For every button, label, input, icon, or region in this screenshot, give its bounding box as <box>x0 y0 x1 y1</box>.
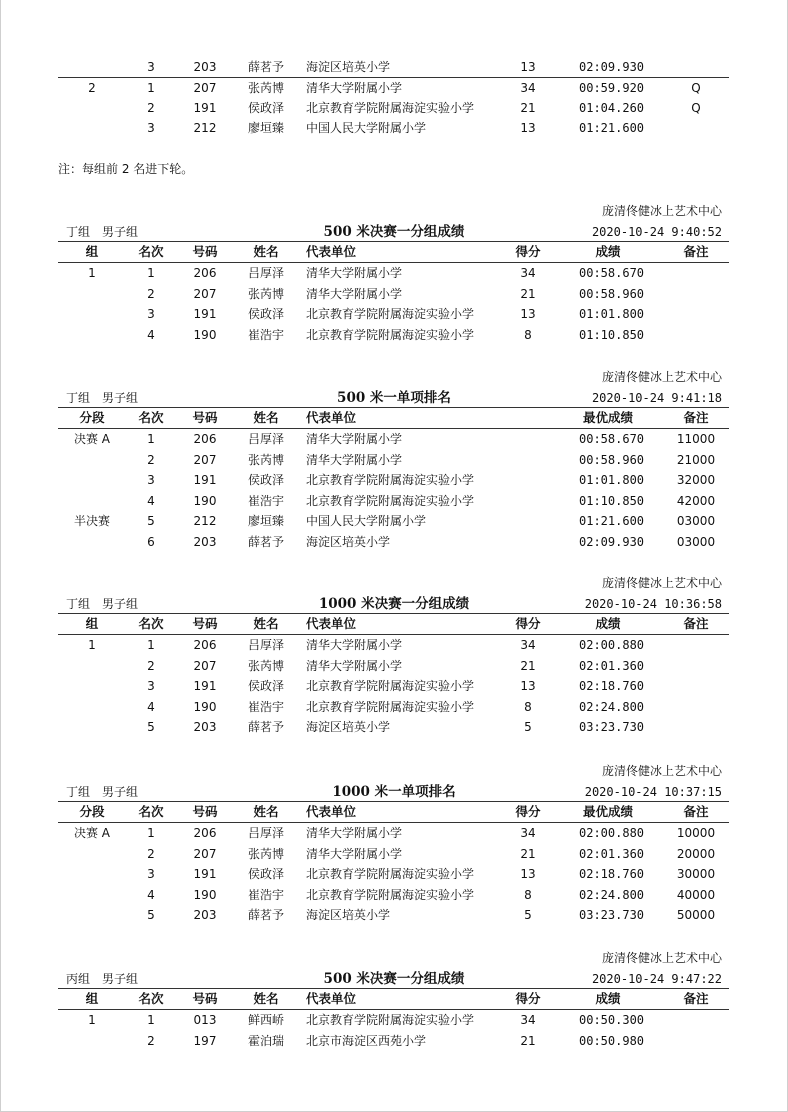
section-title: 500 米决赛一分组成绩 <box>323 224 465 240</box>
cell-score: 21 <box>520 101 536 115</box>
column-header: 得分 <box>515 244 541 259</box>
table-row <box>0 263 788 283</box>
timestamp: 2020-10-24 10:37:15 <box>584 785 722 799</box>
cell-unit: 清华大学附属小学 <box>306 432 403 446</box>
cell-score: 34 <box>520 638 536 652</box>
column-header: 姓名 <box>253 804 279 819</box>
table-row <box>0 304 788 324</box>
cell-score: 34 <box>520 81 536 95</box>
cell-rank: 3 <box>147 679 155 694</box>
cell-score: 34 <box>520 826 536 840</box>
cell-c0: 半决赛 <box>73 514 111 529</box>
cell-score: 21 <box>520 1033 536 1048</box>
cell-name: 张芮博 <box>247 81 285 95</box>
section-title: 500 米一单项排名 <box>337 390 451 406</box>
cell-name: 吕厚泽 <box>247 638 285 652</box>
organizer-name: 庞清佟健冰上艺术中心 <box>601 576 722 590</box>
cell-rank: 5 <box>147 514 155 529</box>
cell-name: 薛茗予 <box>247 720 285 735</box>
cell-number: 190 <box>193 493 217 508</box>
cell-rank: 1 <box>147 432 155 446</box>
column-header: 成绩 <box>595 616 621 631</box>
column-header: 备注 <box>683 991 709 1006</box>
group-label: 丁组 男子组 <box>66 785 139 799</box>
cell-unit: 海淀区培英小学 <box>306 60 391 74</box>
cell-remark: Q <box>691 81 701 95</box>
timestamp: 2020-10-24 10:36:58 <box>584 597 722 611</box>
cell-remark: 30000 <box>676 867 716 882</box>
cell-number: 203 <box>193 535 217 549</box>
cell-number: 207 <box>193 658 217 673</box>
column-header: 名次 <box>138 616 164 631</box>
cell-time: 02:18.760 <box>579 679 645 694</box>
cell-number: 013 <box>193 1013 217 1027</box>
table-row <box>0 844 788 864</box>
cell-unit: 北京教育学院附属海淀实验小学 <box>306 327 475 342</box>
cell-time: 02:18.760 <box>579 867 645 882</box>
cell-number: 191 <box>193 101 217 115</box>
cell-name: 吕厚泽 <box>247 266 285 280</box>
cell-score: 5 <box>524 720 532 735</box>
cell-time: 02:24.800 <box>579 887 645 902</box>
cell-remark: Q <box>691 101 701 115</box>
cell-time: 01:10.850 <box>579 327 645 342</box>
column-header: 代表单位 <box>306 244 357 259</box>
table-row <box>0 864 788 884</box>
cell-unit: 清华大学附属小学 <box>306 638 403 652</box>
cell-time: 02:01.360 <box>579 658 645 673</box>
cell-score: 8 <box>524 887 532 902</box>
cell-name: 薛茗予 <box>247 535 285 549</box>
cell-name: 崔浩宇 <box>247 493 285 508</box>
cell-number: 206 <box>193 638 217 652</box>
organizer-name: 庞清佟健冰上艺术中心 <box>601 951 722 965</box>
cell-number: 191 <box>193 473 217 488</box>
cell-time: 00:50.980 <box>579 1033 645 1048</box>
table-header-row <box>0 802 788 822</box>
table-row <box>0 284 788 304</box>
table-row <box>0 511 788 531</box>
column-header: 分段 <box>79 804 105 819</box>
cell-rank: 1 <box>147 81 155 95</box>
cell-rank: 3 <box>147 121 155 135</box>
cell-time: 01:21.600 <box>579 121 645 135</box>
column-header: 号码 <box>192 991 218 1006</box>
cell-score: 8 <box>524 327 532 342</box>
table-row <box>0 532 788 552</box>
table-row <box>0 635 788 655</box>
cell-number: 190 <box>193 699 217 714</box>
column-header: 名次 <box>138 244 164 259</box>
cell-unit: 北京教育学院附属海淀实验小学 <box>306 473 475 488</box>
column-header: 最优成绩 <box>582 804 634 819</box>
cell-name: 鲜西峤 <box>247 1013 285 1027</box>
cell-name: 侯政泽 <box>247 307 285 322</box>
cell-score: 21 <box>520 658 536 673</box>
cell-name: 吕厚泽 <box>247 432 285 446</box>
group-label: 丙组 男子组 <box>66 972 139 986</box>
cell-remark: 03000 <box>676 514 716 529</box>
cell-name: 张芮博 <box>247 286 285 301</box>
column-header: 号码 <box>192 804 218 819</box>
cell-unit: 北京教育学院附属海淀实验小学 <box>306 493 475 508</box>
cell-c0: 1 <box>88 638 96 652</box>
cell-c0: 决赛 A <box>73 826 111 840</box>
cell-rank: 4 <box>147 887 155 902</box>
cell-rank: 1 <box>147 638 155 652</box>
cell-remark: 20000 <box>676 846 716 861</box>
cell-number: 212 <box>193 514 217 529</box>
cell-rank: 2 <box>147 1033 155 1048</box>
table-row <box>0 676 788 696</box>
table-row <box>0 78 788 98</box>
cell-number: 206 <box>193 432 217 446</box>
cell-unit: 海淀区培英小学 <box>306 720 391 735</box>
cell-name: 霍泊瑞 <box>247 1033 285 1048</box>
organizer-name: 庞清佟健冰上艺术中心 <box>601 764 722 778</box>
cell-score: 13 <box>520 307 536 322</box>
cell-number: 191 <box>193 679 217 694</box>
cell-time: 01:21.600 <box>579 514 645 529</box>
cell-score: 13 <box>520 60 536 74</box>
cell-remark: 21000 <box>676 452 716 467</box>
cell-score: 21 <box>520 286 536 301</box>
cell-rank: 2 <box>147 101 155 115</box>
cell-rank: 4 <box>147 699 155 714</box>
cell-rank: 5 <box>147 720 155 735</box>
cell-name: 侯政泽 <box>247 867 285 882</box>
cell-group: 2 <box>88 81 96 95</box>
cell-rank: 2 <box>147 286 155 301</box>
cell-rank: 2 <box>147 658 155 673</box>
cell-number: 203 <box>193 720 217 735</box>
column-header: 号码 <box>192 244 218 259</box>
cell-name: 薛茗予 <box>247 60 285 74</box>
table-row <box>0 1031 788 1051</box>
cell-unit: 中国人民大学附属小学 <box>306 514 427 529</box>
cell-name: 张芮博 <box>247 452 285 467</box>
cell-name: 崔浩宇 <box>247 327 285 342</box>
cell-number: 212 <box>193 121 217 135</box>
cell-name: 薛茗予 <box>247 908 285 923</box>
table-row <box>0 697 788 717</box>
cell-name: 廖垣臻 <box>247 514 285 529</box>
cell-unit: 中国人民大学附属小学 <box>306 121 427 135</box>
table-row <box>0 118 788 138</box>
table-row <box>0 98 788 118</box>
cell-number: 191 <box>193 867 217 882</box>
column-header: 最优成绩 <box>582 410 634 425</box>
cell-score: 13 <box>520 679 536 694</box>
cell-unit: 清华大学附属小学 <box>306 846 403 861</box>
column-header: 代表单位 <box>306 991 357 1006</box>
cell-time: 00:58.960 <box>579 286 645 301</box>
timestamp: 2020-10-24 9:40:52 <box>591 225 722 239</box>
cell-number: 197 <box>193 1033 217 1048</box>
column-header: 备注 <box>683 616 709 631</box>
cell-remark: 11000 <box>676 432 716 446</box>
column-header: 代表单位 <box>306 804 357 819</box>
group-label: 丁组 男子组 <box>66 225 139 239</box>
cell-rank: 3 <box>147 867 155 882</box>
table-row <box>0 823 788 843</box>
cell-score: 13 <box>520 867 536 882</box>
cell-rank: 3 <box>147 60 155 74</box>
table-row <box>0 656 788 676</box>
advancement-note: 注：每组前 2 名进下轮。 <box>58 162 194 176</box>
cell-time: 02:00.880 <box>579 826 645 840</box>
column-header: 得分 <box>515 804 541 819</box>
cell-time: 00:58.960 <box>579 452 645 467</box>
column-header: 备注 <box>683 410 709 425</box>
cell-number: 206 <box>193 826 217 840</box>
column-header: 得分 <box>515 616 541 631</box>
column-header: 姓名 <box>253 616 279 631</box>
cell-time: 01:01.800 <box>579 307 645 322</box>
table-row <box>0 429 788 449</box>
cell-time: 03:23.730 <box>579 908 645 923</box>
cell-unit: 北京教育学院附属海淀实验小学 <box>306 1013 475 1027</box>
cell-name: 侯政泽 <box>247 679 285 694</box>
organizer-name: 庞清佟健冰上艺术中心 <box>601 370 722 384</box>
cell-time: 02:24.800 <box>579 699 645 714</box>
cell-remark: 50000 <box>676 908 716 923</box>
cell-number: 191 <box>193 307 217 322</box>
cell-number: 207 <box>193 286 217 301</box>
cell-rank: 4 <box>147 493 155 508</box>
cell-unit: 北京教育学院附属海淀实验小学 <box>306 867 475 882</box>
column-header: 号码 <box>192 410 218 425</box>
cell-score: 34 <box>520 266 536 280</box>
table-row <box>0 491 788 511</box>
cell-unit: 北京教育学院附属海淀实验小学 <box>306 101 475 115</box>
cell-c0: 决赛 A <box>73 432 111 446</box>
cell-unit: 北京教育学院附属海淀实验小学 <box>306 699 475 714</box>
table-row <box>0 905 788 925</box>
cell-c0: 1 <box>88 1013 96 1027</box>
column-header: 成绩 <box>595 991 621 1006</box>
cell-c0: 1 <box>88 266 96 280</box>
table-row <box>0 450 788 470</box>
cell-number: 207 <box>193 81 217 95</box>
column-header: 姓名 <box>253 410 279 425</box>
table-header-row <box>0 408 788 428</box>
cell-unit: 清华大学附属小学 <box>306 452 403 467</box>
cell-time: 02:01.360 <box>579 846 645 861</box>
cell-remark: 03000 <box>676 535 716 549</box>
column-header: 备注 <box>683 804 709 819</box>
cell-name: 张芮博 <box>247 658 285 673</box>
cell-unit: 清华大学附属小学 <box>306 658 403 673</box>
table-header-row <box>0 614 788 634</box>
table-row <box>0 470 788 490</box>
column-header: 名次 <box>138 410 164 425</box>
group-label: 丁组 男子组 <box>66 391 139 405</box>
cell-rank: 4 <box>147 327 155 342</box>
cell-name: 张芮博 <box>247 846 285 861</box>
column-header: 备注 <box>683 244 709 259</box>
cell-score: 34 <box>520 1013 536 1027</box>
table-row <box>0 717 788 737</box>
cell-score: 21 <box>520 846 536 861</box>
cell-unit: 清华大学附属小学 <box>306 826 403 840</box>
column-header: 代表单位 <box>306 616 357 631</box>
cell-remark: 42000 <box>676 493 716 508</box>
cell-unit: 海淀区培英小学 <box>306 535 391 549</box>
cell-time: 03:23.730 <box>579 720 645 735</box>
table-row <box>0 325 788 345</box>
cell-unit: 北京市海淀区西苑小学 <box>306 1033 427 1048</box>
cell-time: 00:58.670 <box>579 266 645 280</box>
column-header: 组 <box>85 244 99 259</box>
cell-number: 207 <box>193 452 217 467</box>
cell-remark: 32000 <box>676 473 716 488</box>
timestamp: 2020-10-24 9:41:18 <box>591 391 722 405</box>
cell-time: 00:59.920 <box>579 81 645 95</box>
cell-number: 190 <box>193 887 217 902</box>
cell-name: 崔浩宇 <box>247 699 285 714</box>
section-title: 1000 米决赛一分组成绩 <box>318 596 470 612</box>
cell-time: 00:58.670 <box>579 432 645 446</box>
cell-name: 廖垣臻 <box>247 121 285 135</box>
cell-rank: 1 <box>147 826 155 840</box>
cell-name: 侯政泽 <box>247 473 285 488</box>
cell-time: 01:04.260 <box>579 101 645 115</box>
cell-name: 侯政泽 <box>247 101 285 115</box>
column-header: 得分 <box>515 991 541 1006</box>
table-header-row <box>0 242 788 262</box>
column-header: 名次 <box>138 804 164 819</box>
column-header: 姓名 <box>253 244 279 259</box>
cell-rank: 3 <box>147 473 155 488</box>
cell-unit: 清华大学附属小学 <box>306 286 403 301</box>
page-edge <box>0 0 1 1112</box>
column-header: 号码 <box>192 616 218 631</box>
cell-time: 01:10.850 <box>579 493 645 508</box>
column-header: 代表单位 <box>306 410 357 425</box>
cell-rank: 1 <box>147 266 155 280</box>
cell-unit: 清华大学附属小学 <box>306 81 403 95</box>
cell-unit: 清华大学附属小学 <box>306 266 403 280</box>
cell-number: 207 <box>193 846 217 861</box>
cell-time: 00:50.300 <box>579 1013 645 1027</box>
timestamp: 2020-10-24 9:47:22 <box>591 972 722 986</box>
table-row <box>0 57 788 77</box>
table-header-row <box>0 989 788 1009</box>
cell-name: 吕厚泽 <box>247 826 285 840</box>
cell-score: 8 <box>524 699 532 714</box>
cell-rank: 2 <box>147 452 155 467</box>
cell-unit: 北京教育学院附属海淀实验小学 <box>306 307 475 322</box>
cell-time: 02:09.930 <box>579 60 645 74</box>
table-row <box>0 885 788 905</box>
column-header: 名次 <box>138 991 164 1006</box>
cell-rank: 5 <box>147 908 155 923</box>
cell-time: 01:01.800 <box>579 473 645 488</box>
cell-rank: 6 <box>147 535 155 549</box>
section-title: 1000 米一单项排名 <box>332 784 456 800</box>
column-header: 分段 <box>79 410 105 425</box>
column-header: 组 <box>85 616 99 631</box>
cell-remark: 40000 <box>676 887 716 902</box>
cell-rank: 3 <box>147 307 155 322</box>
cell-unit: 北京教育学院附属海淀实验小学 <box>306 679 475 694</box>
cell-number: 190 <box>193 327 217 342</box>
cell-score: 5 <box>524 908 532 923</box>
cell-rank: 1 <box>147 1013 155 1027</box>
table-row <box>0 1010 788 1030</box>
organizer-name: 庞清佟健冰上艺术中心 <box>601 204 722 218</box>
column-header: 组 <box>85 991 99 1006</box>
column-header: 姓名 <box>253 991 279 1006</box>
column-header: 成绩 <box>595 244 621 259</box>
group-label: 丁组 男子组 <box>66 597 139 611</box>
cell-remark: 10000 <box>676 826 716 840</box>
cell-name: 崔浩宇 <box>247 887 285 902</box>
cell-unit: 海淀区培英小学 <box>306 908 391 923</box>
cell-number: 203 <box>193 908 217 923</box>
cell-rank: 2 <box>147 846 155 861</box>
cell-number: 206 <box>193 266 217 280</box>
section-title: 500 米决赛一分组成绩 <box>323 971 465 987</box>
cell-score: 13 <box>520 121 536 135</box>
cell-number: 203 <box>193 60 217 74</box>
cell-time: 02:00.880 <box>579 638 645 652</box>
cell-time: 02:09.930 <box>579 535 645 549</box>
cell-unit: 北京教育学院附属海淀实验小学 <box>306 887 475 902</box>
